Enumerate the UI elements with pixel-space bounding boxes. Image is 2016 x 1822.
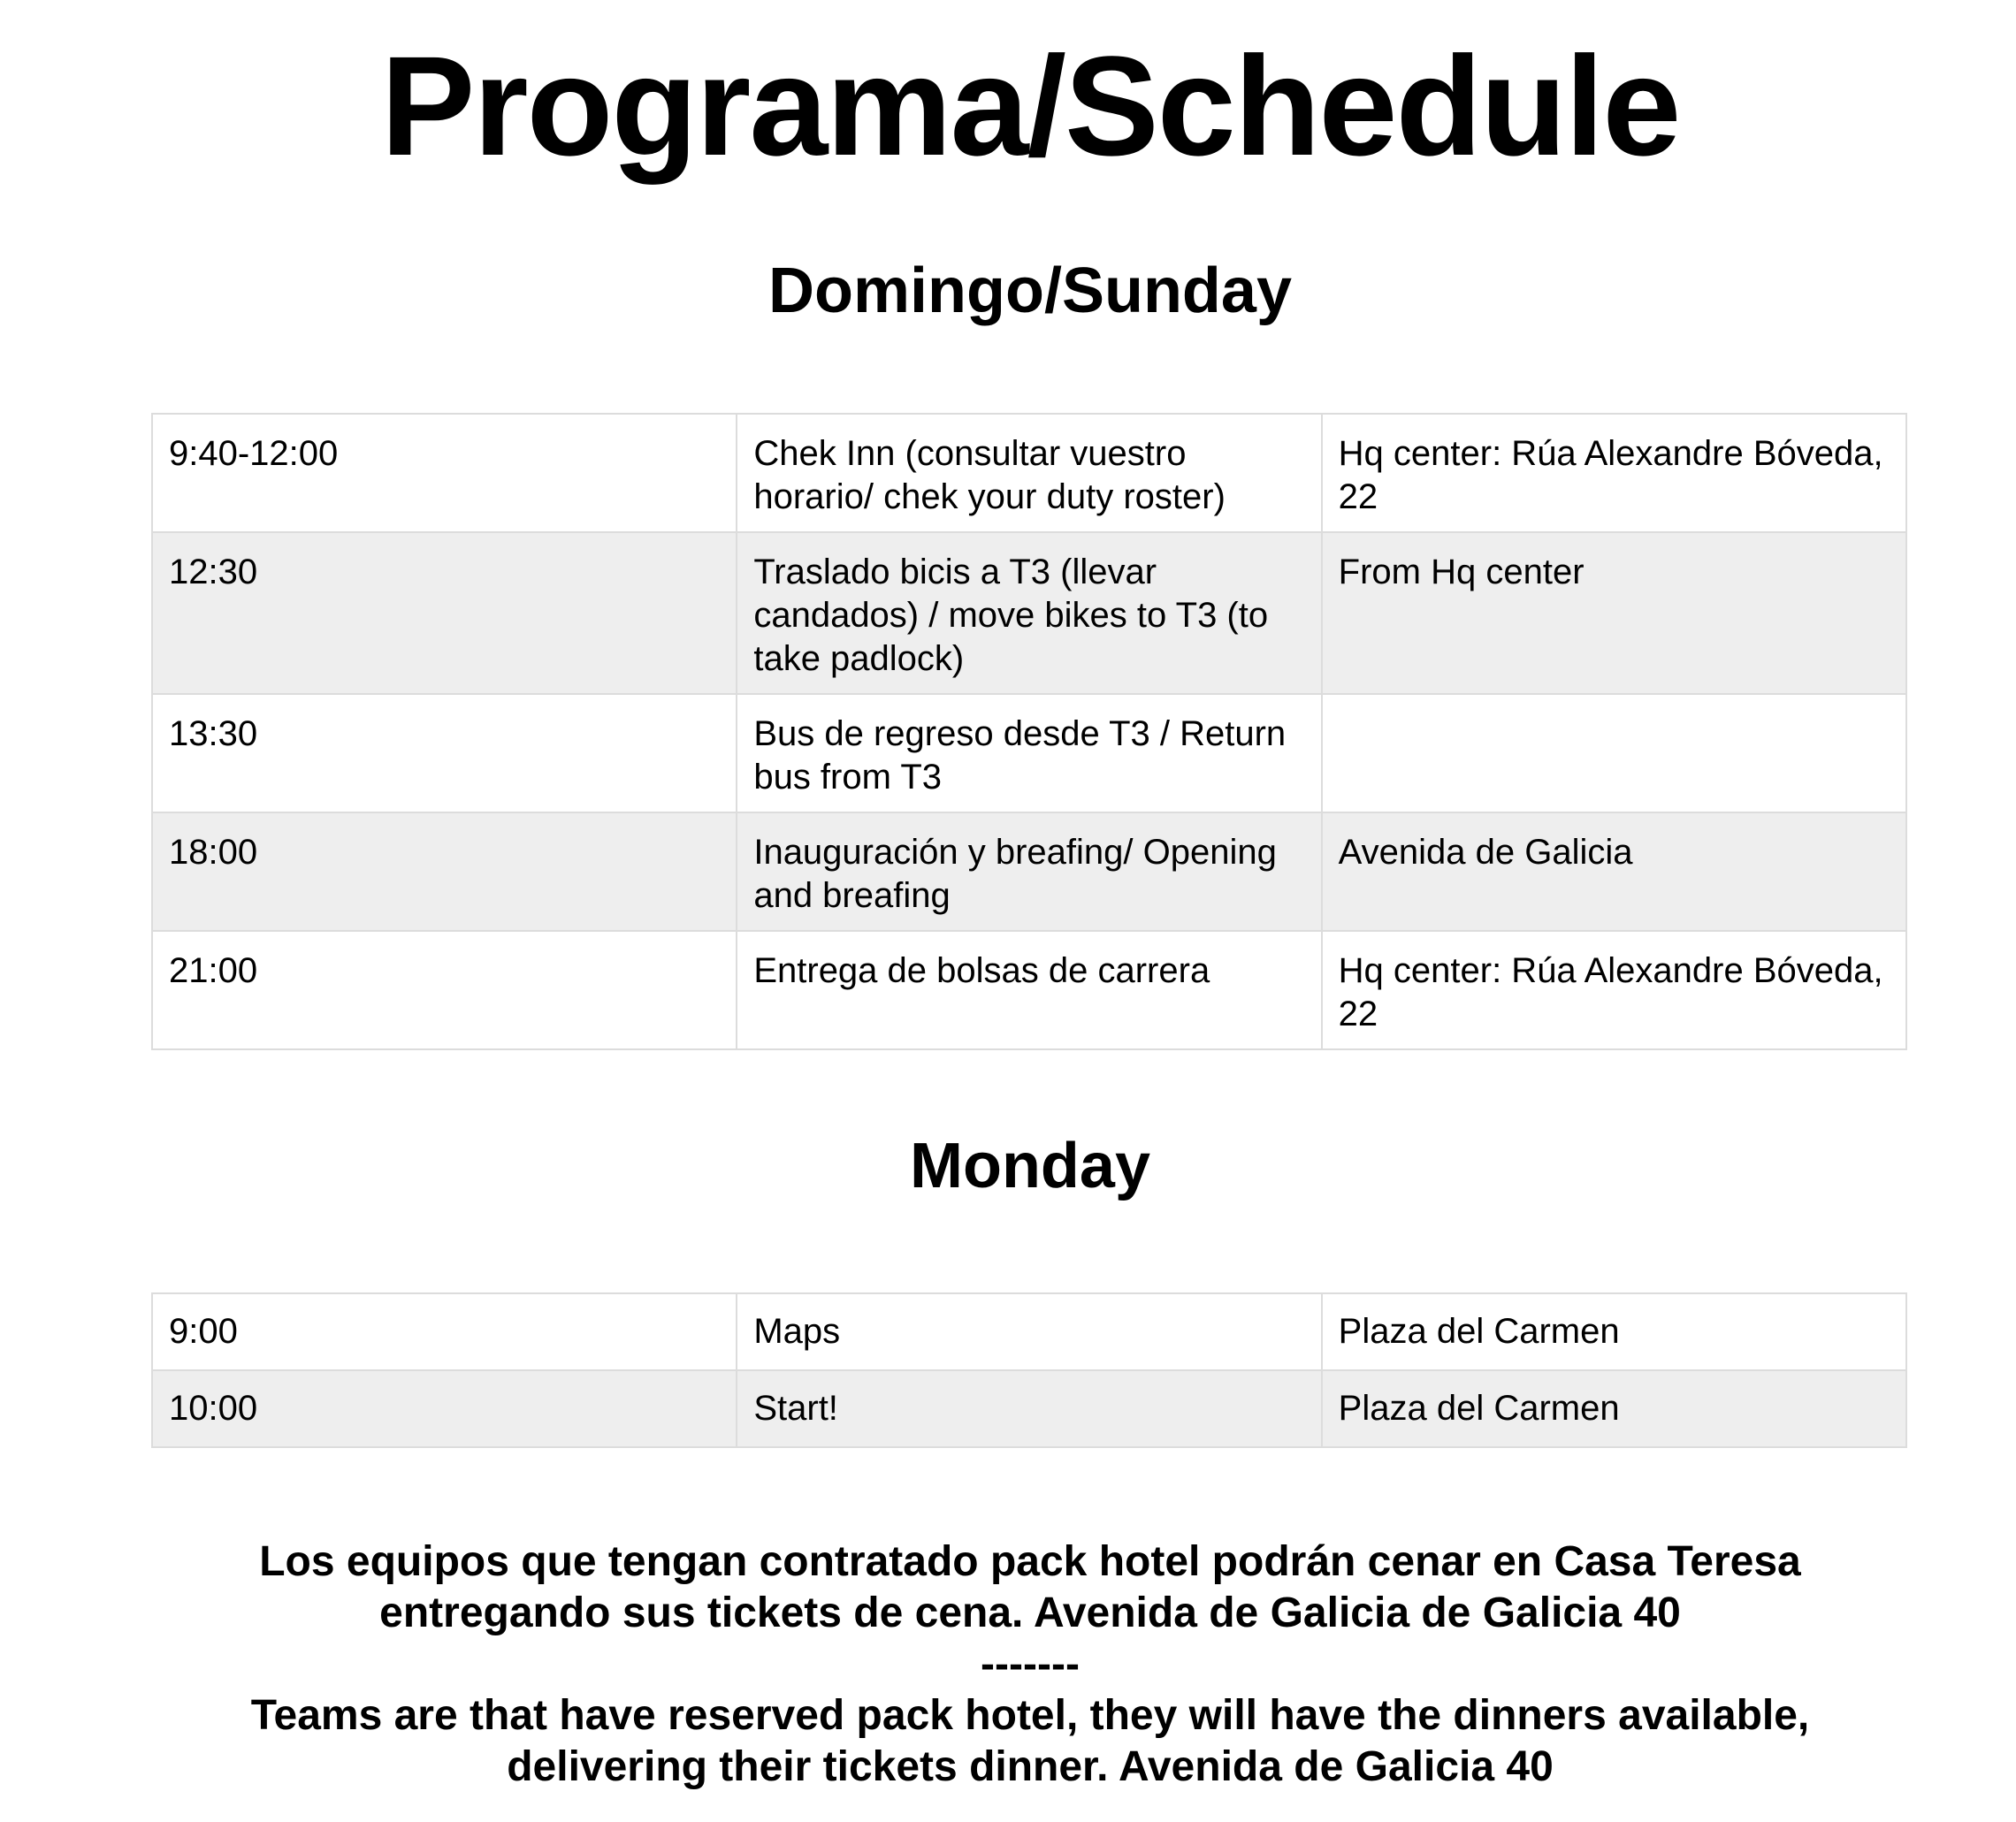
time-cell: 10:00 bbox=[152, 1370, 737, 1447]
page-title: Programa/Schedule bbox=[380, 27, 1680, 185]
dinner-note bbox=[0, 1536, 2016, 1793]
sunday-schedule-table bbox=[151, 413, 1907, 1050]
time-cell: 13:30 bbox=[152, 694, 737, 812]
table-row bbox=[152, 532, 1906, 694]
table-row bbox=[152, 414, 1906, 532]
location-cell bbox=[1322, 694, 1906, 812]
dinner-note-spanish-line-1: Los equipos que tengan contratado pack hotel podrán cenar en Casa Teresa bbox=[259, 1538, 1801, 1585]
activity-cell: Inauguración y breafing/ Opening and breafing bbox=[737, 812, 1321, 931]
location-cell: Plaza del Carmen bbox=[1322, 1293, 1906, 1370]
activity-cell: Maps bbox=[737, 1293, 1321, 1370]
location-cell: Avenida de Galicia bbox=[1322, 812, 1906, 931]
dinner-note-spanish-line-2: entregando sus tickets de cena. Avenida de Galicia de Galicia 40 bbox=[379, 1589, 1681, 1636]
activity-cell: Entrega de bolsas de carrera bbox=[737, 931, 1321, 1049]
location-cell: Hq center: Rúa Alexandre Bóveda, 22 bbox=[1322, 931, 1906, 1049]
time-cell: 9:40-12:00 bbox=[152, 414, 737, 532]
table-row bbox=[152, 1370, 1906, 1447]
activity-cell: Bus de regreso desde T3 / Return bus from T3 bbox=[737, 694, 1321, 812]
time-cell: 21:00 bbox=[152, 931, 737, 1049]
monday-schedule-table bbox=[151, 1292, 1907, 1448]
table-row bbox=[152, 931, 1906, 1049]
sunday-heading: Domingo/Sunday bbox=[768, 255, 1292, 326]
activity-cell: Start! bbox=[737, 1370, 1321, 1447]
time-cell: 18:00 bbox=[152, 812, 737, 931]
monday-heading: Monday bbox=[909, 1131, 1150, 1201]
location-cell: From Hq center bbox=[1322, 532, 1906, 694]
time-cell: 9:00 bbox=[152, 1293, 737, 1370]
time-cell: 12:30 bbox=[152, 532, 737, 694]
table-row bbox=[152, 694, 1906, 812]
dinner-note-english-line-1: Teams are that have reserved pack hotel, they will have the dinners available, bbox=[250, 1692, 1810, 1739]
table-row bbox=[152, 1293, 1906, 1370]
table-row bbox=[152, 812, 1906, 931]
dinner-note-english-line-2: delivering their tickets dinner. Avenida de Galicia 40 bbox=[507, 1743, 1554, 1790]
location-cell: Plaza del Carmen bbox=[1322, 1370, 1906, 1447]
location-cell: Hq center: Rúa Alexandre Bóveda, 22 bbox=[1322, 414, 1906, 532]
dinner-note-separator: ------- bbox=[981, 1641, 1080, 1688]
activity-cell: Chek Inn (consultar vuestro horario/ chek your duty roster) bbox=[737, 414, 1321, 532]
activity-cell: Traslado bicis a T3 (llevar candados) / move bikes to T3 (to take padlock) bbox=[737, 532, 1321, 694]
